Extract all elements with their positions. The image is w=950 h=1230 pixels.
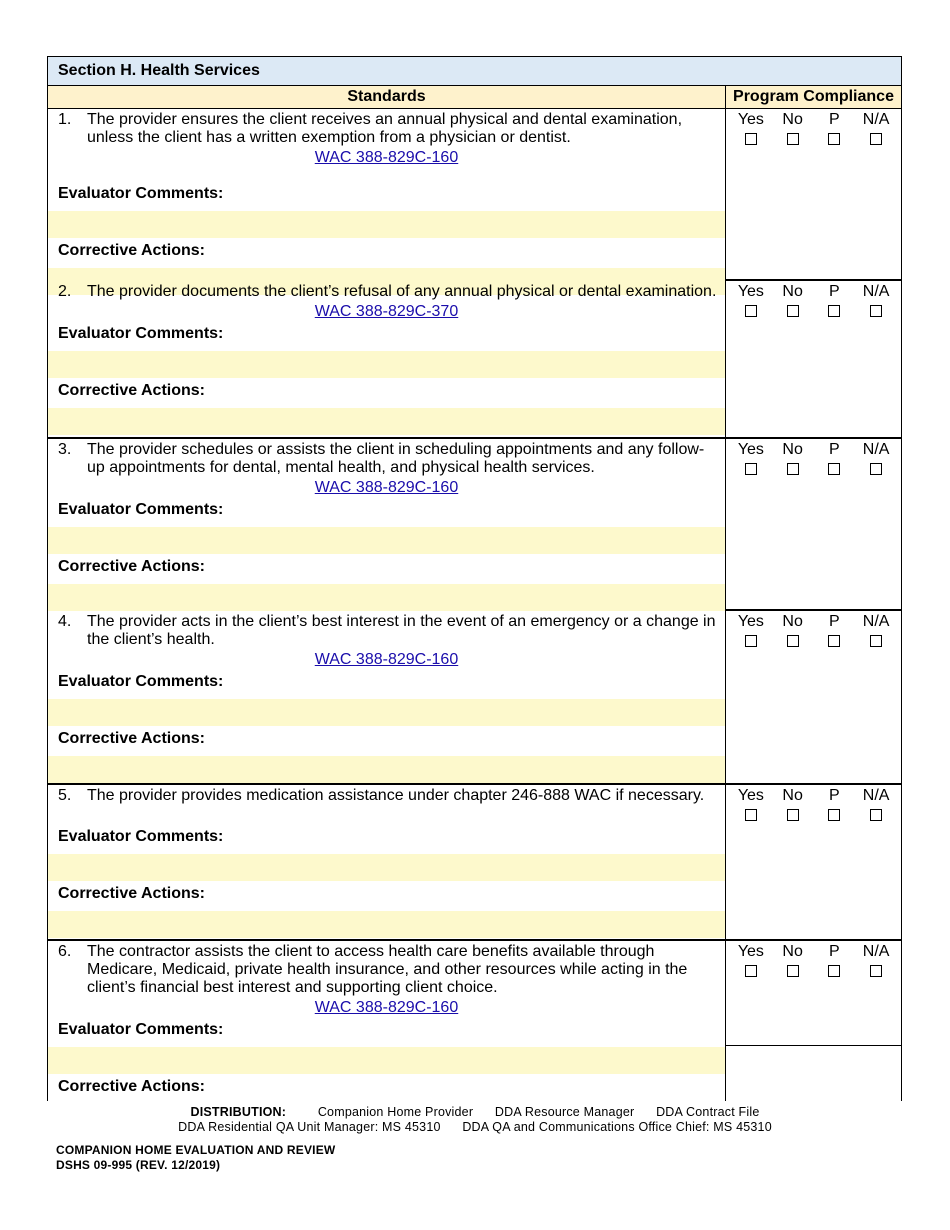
- compliance-option: [814, 109, 854, 145]
- compliance-checkbox[interactable]: [787, 133, 799, 145]
- option-label: No: [782, 943, 803, 960]
- standard-cell: [48, 281, 726, 437]
- compliance-checkbox[interactable]: [870, 463, 882, 475]
- standard-text: The contractor assists the client to access health care benefits available through Medicare, Medicaid, private health insurance, and other resources while acting in the client’s financial best interest and supporting client choice.: [87, 943, 688, 996]
- standard-cell: [48, 611, 726, 783]
- compliance-option: [856, 785, 896, 821]
- standard-statement: [48, 611, 725, 649]
- standard-cell: [48, 785, 726, 939]
- dist-recipient: DDA QA and Communications Office Chief: MS 45310: [462, 1120, 772, 1134]
- evaluator-comments-field[interactable]: [48, 351, 725, 378]
- compliance-option: [856, 109, 896, 145]
- option-label: N/A: [862, 943, 890, 960]
- compliance-checkbox[interactable]: [828, 133, 840, 145]
- corrective-actions-label: Corrective Actions:: [58, 242, 205, 259]
- compliance-option: [731, 439, 771, 475]
- compliance-cell: [726, 109, 901, 279]
- compliance-cell: [726, 941, 901, 1101]
- standard-item: [48, 785, 901, 941]
- evaluator-comments-label: Evaluator Comments:: [58, 501, 224, 518]
- option-label: N/A: [862, 787, 890, 804]
- standard-statement: [48, 785, 725, 805]
- compliance-option: [773, 611, 813, 647]
- compliance-checkbox[interactable]: [870, 133, 882, 145]
- option-label: P: [829, 613, 840, 630]
- wac-link[interactable]: WAC 388-829C-160: [314, 651, 459, 668]
- corrective-actions-label: Corrective Actions:: [58, 558, 205, 575]
- corrective-actions-label: Corrective Actions:: [58, 382, 205, 399]
- compliance-checkbox[interactable]: [870, 809, 882, 821]
- standard-item: [48, 611, 901, 785]
- compliance-checkbox[interactable]: [828, 965, 840, 977]
- standard-item: [48, 109, 901, 281]
- option-label: No: [782, 111, 803, 128]
- item-number: 1.: [58, 111, 72, 128]
- evaluator-comments-field[interactable]: [48, 211, 725, 238]
- compliance-option: [773, 785, 813, 821]
- evaluator-comments-label: Evaluator Comments:: [58, 1021, 224, 1038]
- option-label: N/A: [862, 441, 890, 458]
- standard-statement: [48, 109, 725, 147]
- evaluator-comments-field[interactable]: [48, 527, 725, 554]
- compliance-option: [731, 785, 771, 821]
- compliance-checkbox[interactable]: [745, 965, 757, 977]
- standard-item: [48, 439, 901, 611]
- dist-recipient: Companion Home Provider: [317, 1105, 474, 1119]
- standard-statement: [48, 281, 725, 301]
- compliance-checkbox[interactable]: [870, 965, 882, 977]
- evaluator-comments-field[interactable]: [48, 1047, 725, 1074]
- compliance-header: Program Compliance: [733, 88, 894, 105]
- option-label: Yes: [737, 441, 764, 458]
- wac-link[interactable]: WAC 388-829C-160: [314, 149, 459, 166]
- compliance-checkbox[interactable]: [787, 463, 799, 475]
- standard-text: The provider acts in the client’s best interest in the event of an emergency or a change in the client’s health.: [87, 613, 716, 648]
- evaluator-comments-label: Evaluator Comments:: [58, 673, 224, 690]
- dist-recipient: DDA Contract File: [656, 1105, 760, 1119]
- standard-text: The provider provides medication assistance under chapter 246-888 WAC if necessary.: [87, 787, 705, 804]
- corrective-actions-field[interactable]: [48, 584, 725, 611]
- standard-text: The provider ensures the client receives an annual physical and dental examination, unless the client has a written exemption from a physician or dentist.: [87, 111, 683, 146]
- compliance-option: [773, 109, 813, 145]
- compliance-option: [773, 439, 813, 475]
- compliance-checkbox[interactable]: [828, 635, 840, 647]
- compliance-checkbox[interactable]: [828, 809, 840, 821]
- compliance-checkbox[interactable]: [787, 305, 799, 317]
- row-divider: [726, 1045, 901, 1046]
- option-label: Yes: [737, 111, 764, 128]
- compliance-checkbox[interactable]: [745, 463, 757, 475]
- compliance-option: [731, 611, 771, 647]
- corrective-actions-label: Corrective Actions:: [58, 1078, 205, 1095]
- item-number: 3.: [58, 441, 72, 458]
- corrective-actions-label: Corrective Actions:: [58, 885, 205, 902]
- evaluator-comments-label: Evaluator Comments:: [58, 185, 224, 202]
- dist-recipient: DDA Resource Manager: [494, 1105, 635, 1119]
- compliance-checkbox[interactable]: [787, 635, 799, 647]
- compliance-option: [731, 109, 771, 145]
- option-label: P: [829, 111, 840, 128]
- corrective-actions-field[interactable]: [48, 756, 725, 783]
- option-label: Yes: [737, 943, 764, 960]
- compliance-option: [856, 611, 896, 647]
- standard-text: The provider documents the client’s refusal of any annual physical or dental examination.: [87, 283, 717, 300]
- compliance-option: [814, 281, 854, 317]
- compliance-option: [856, 941, 896, 977]
- dist-recipient: DDA Residential QA Unit Manager: MS 45310: [178, 1120, 441, 1134]
- compliance-option: [814, 439, 854, 475]
- standard-item: [48, 281, 901, 439]
- compliance-checkbox[interactable]: [787, 809, 799, 821]
- compliance-checkbox[interactable]: [745, 809, 757, 821]
- item-number: 4.: [58, 613, 72, 630]
- standard-statement: [48, 439, 725, 477]
- column-headers: [48, 86, 901, 109]
- compliance-option: [814, 611, 854, 647]
- evaluator-comments-field[interactable]: [48, 854, 725, 881]
- wac-link[interactable]: WAC 388-829C-160: [314, 479, 459, 496]
- evaluator-comments-field[interactable]: [48, 699, 725, 726]
- form-identifier: [56, 1143, 335, 1173]
- wac-link[interactable]: WAC 388-829C-370: [314, 303, 459, 320]
- compliance-cell: [726, 281, 901, 437]
- option-label: No: [782, 787, 803, 804]
- option-label: N/A: [862, 111, 890, 128]
- item-number: 2.: [58, 283, 72, 300]
- section-title: Section H. Health Services: [48, 57, 901, 86]
- compliance-option: [731, 281, 771, 317]
- form-number: DSHS 09-995 (REV. 12/2019): [56, 1158, 221, 1172]
- item-number: 5.: [58, 787, 72, 804]
- compliance-option: [773, 281, 813, 317]
- compliance-checkbox[interactable]: [745, 305, 757, 317]
- standards-header: Standards: [48, 86, 726, 108]
- option-label: P: [829, 441, 840, 458]
- compliance-checkbox[interactable]: [828, 305, 840, 317]
- option-label: No: [782, 283, 803, 300]
- compliance-checkbox[interactable]: [787, 965, 799, 977]
- compliance-cell: [726, 785, 901, 939]
- distribution-label: DISTRIBUTION:: [190, 1105, 287, 1119]
- compliance-cell: [726, 439, 901, 609]
- wac-link[interactable]: WAC 388-829C-160: [314, 999, 459, 1016]
- distribution-footer: [0, 1105, 950, 1135]
- compliance-option: [856, 281, 896, 317]
- option-label: Yes: [737, 613, 764, 630]
- compliance-option: [856, 439, 896, 475]
- option-label: No: [782, 613, 803, 630]
- compliance-checkbox[interactable]: [745, 635, 757, 647]
- corrective-actions-field[interactable]: [48, 408, 725, 435]
- compliance-checkbox[interactable]: [828, 463, 840, 475]
- standard-cell: [48, 109, 726, 279]
- standard-text: The provider schedules or assists the client in scheduling appointments and any follow-up appointments for dental, mental health, and physical health services.: [87, 441, 705, 476]
- option-label: Yes: [737, 787, 764, 804]
- compliance-option: [814, 785, 854, 821]
- option-label: P: [829, 943, 840, 960]
- compliance-option: [731, 941, 771, 977]
- evaluator-comments-label: Evaluator Comments:: [58, 325, 224, 342]
- standard-cell: [48, 941, 726, 1101]
- option-label: Yes: [737, 283, 764, 300]
- evaluator-comments-label: Evaluator Comments:: [58, 828, 224, 845]
- compliance-checkbox[interactable]: [870, 305, 882, 317]
- compliance-checkbox[interactable]: [870, 635, 882, 647]
- option-label: No: [782, 441, 803, 458]
- form-title: COMPANION HOME EVALUATION AND REVIEW: [56, 1143, 336, 1157]
- corrective-actions-field[interactable]: [48, 911, 725, 938]
- corrective-actions-label: Corrective Actions:: [58, 730, 205, 747]
- standard-statement: [48, 941, 725, 997]
- option-label: N/A: [862, 283, 890, 300]
- standard-item: [48, 941, 901, 1101]
- standard-cell: [48, 439, 726, 609]
- option-label: N/A: [862, 613, 890, 630]
- compliance-option: [814, 941, 854, 977]
- compliance-checkbox[interactable]: [745, 133, 757, 145]
- item-number: 6.: [58, 943, 72, 960]
- option-label: P: [829, 283, 840, 300]
- compliance-option: [773, 941, 813, 977]
- health-services-form: [47, 56, 902, 1101]
- compliance-cell: [726, 611, 901, 783]
- option-label: P: [829, 787, 840, 804]
